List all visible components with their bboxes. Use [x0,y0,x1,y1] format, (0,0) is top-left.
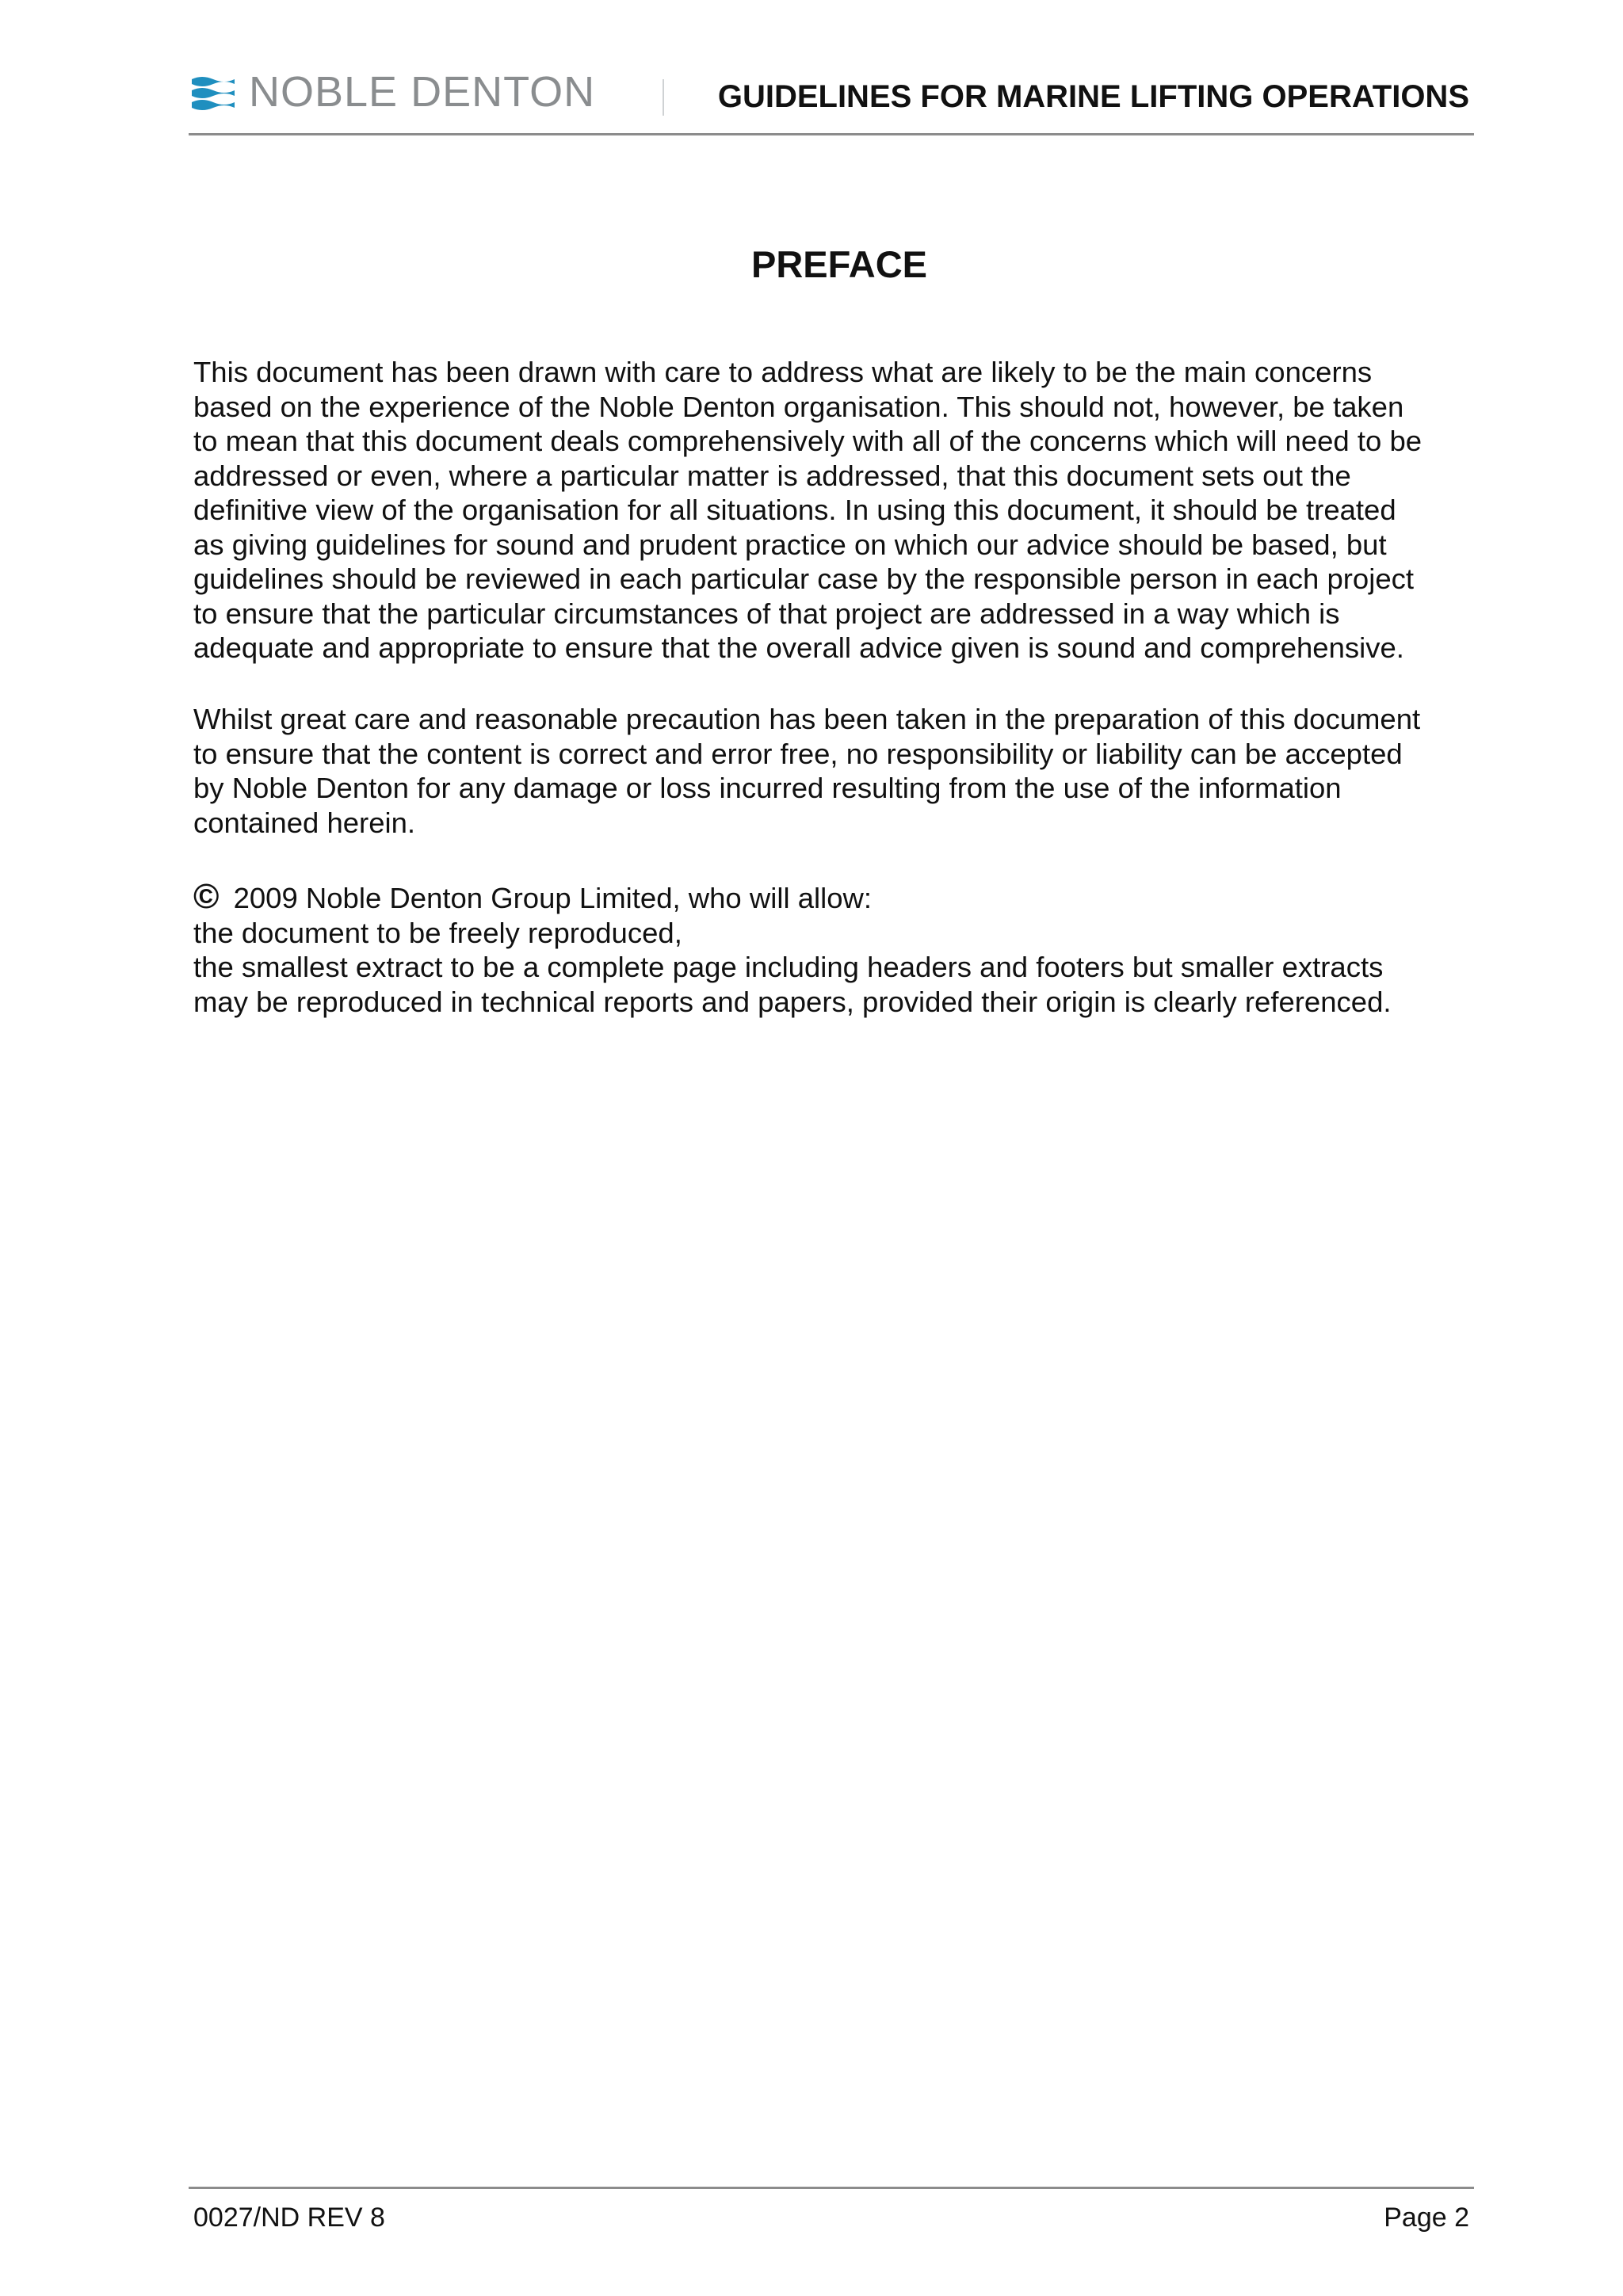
waves-logo-icon [190,73,236,111]
preface-paragraph-1 [193,355,1422,666]
page-number: Page 2 [1384,2203,1469,2233]
paragraph-line: guidelines should be reviewed in each particular case by the responsible person in each project [193,563,1415,595]
header-divider [189,133,1474,135]
footer-divider [189,2187,1474,2189]
paragraph-line: based on the experience of the Noble Denton organisation. This should not, however, be taken [193,390,1404,423]
copyright-text: 2009 Noble Denton Group Limited, who will allow: [225,882,873,914]
page-header [189,65,1474,135]
copyright-line: the document to be freely reproduced, [193,916,682,949]
paragraph-line: This document has been drawn with care to address what are likely to be the main concerns [193,356,1373,388]
paragraph-line: by Noble Denton for any damage or loss incurred resulting from the use of the information [193,772,1342,804]
company-logo [190,70,595,114]
copyright-line: may be reproduced in technical reports and papers, provided their origin is clearly referenced. [193,985,1392,1018]
page-footer [189,2187,1474,2233]
paragraph-line: adequate and appropriate to ensure that the overall advice given is sound and comprehensive. [193,631,1404,664]
paragraph-line: addressed or even, where a particular matter is addressed, that this document sets out the [193,459,1351,492]
paragraph-line: to ensure that the particular circumstances of that project are addressed in a way which is [193,597,1340,630]
document-reference: 0027/ND REV 8 [193,2203,385,2233]
header-separator [663,79,664,116]
copyright-notice [193,879,1392,1019]
paragraph-line: as giving guidelines for sound and prudent practice on which our advice should be based, but [193,528,1387,561]
page-body [193,238,1477,1018]
paragraph-line: Whilst great care and reasonable precaution has been taken in the preparation of this document [193,703,1421,735]
copyright-line [193,879,1392,916]
copyright-symbol: © [193,877,220,916]
page-heading: PREFACE [751,243,927,285]
preface-paragraph-2 [193,702,1420,840]
paragraph-line: contained herein. [193,806,416,839]
copyright-line: the smallest extract to be a complete page including headers and footers but smaller extracts [193,951,1384,983]
paragraph-line: to ensure that the content is correct and error free, no responsibility or liability can be accepted [193,737,1403,770]
paragraph-line: to mean that this document deals comprehensively with all of the concerns which will need to be [193,425,1423,457]
document-title: GUIDELINES FOR MARINE LIFTING OPERATIONS [717,79,1469,114]
paragraph-line: definitive view of the organisation for all situations. In using this document, it should be treated [193,494,1396,526]
logo-wordmark: NOBLE DENTON [249,68,596,116]
